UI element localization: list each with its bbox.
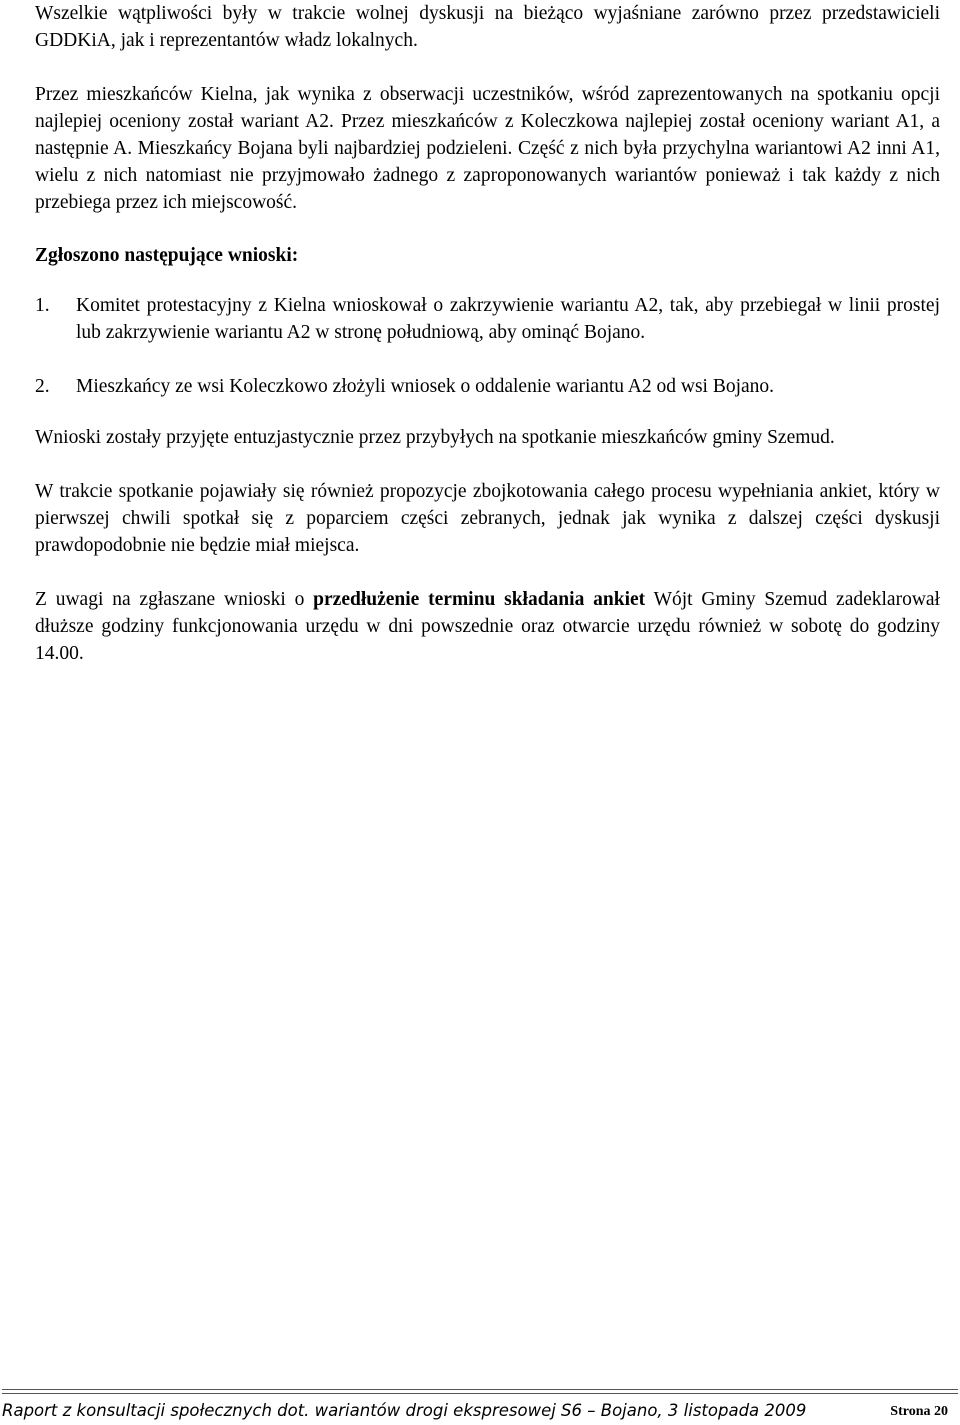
footer-divider — [2, 1389, 958, 1394]
document-body — [35, 0, 940, 667]
list-item-number: 2. — [35, 376, 50, 397]
paragraph-deadline-extension — [35, 586, 940, 667]
list-item — [35, 292, 940, 346]
paragraph-bold-phrase: przedłużenie terminu składania ankiet — [313, 589, 646, 610]
footer-report-title: Raport z konsultacji społecznych dot. wariantów drogi ekspresowej S6 – Bojano, 3 listopada 2009 — [2, 1401, 807, 1420]
paragraph-boycott-proposals: W trakcie spotkanie pojawiały się również propozycje zbojkotowania całego procesu wypełniania ankiet, który w pierwszej chwili spotkał się z poparciem części zebranych, jednak jak wynika z dalszej części dyskusji prawdopodobnie nie będzie miał miejsca. — [35, 481, 940, 556]
list-item-number: 1. — [35, 295, 50, 316]
section-heading-requests: Zgłoszono następujące wnioski: — [35, 245, 299, 266]
paragraph-clarifications: Wszelkie wątpliwości były w trakcie wolnej dyskusji na bieżąco wyjaśniane zarówno przez przedstawicieli GDDKiA, jak i reprezentantów władz lokalnych. — [35, 3, 940, 51]
list-item-text: Mieszkańcy ze wsi Koleczkowo złożyli wniosek o oddalenie wariantu A2 od wsi Bojano. — [76, 376, 775, 397]
footer-page-number: Strona 20 — [890, 1404, 948, 1419]
list-item-text: Komitet protestacyjny z Kielna wnioskował o zakrzywienie wariantu A2, tak, aby przebiegał w linii prostej lub zakrzywienie wariantu A2 w stronę południową, aby ominąć Bojano. — [76, 295, 940, 343]
page-footer — [2, 1401, 948, 1425]
paragraph-text-before: Z uwagi na zgłaszane wnioski o — [35, 589, 314, 610]
requests-list — [35, 292, 940, 400]
list-item — [35, 373, 940, 400]
paragraph-text-after: Wójt Gminy Szemud zadeklarował dłuższe godziny funkcjonowania urzędu w dni powszednie oraz otwarcie urzędu również w sobotę do godziny 14.00. — [35, 589, 940, 664]
paragraph-requests-accepted: Wnioski zostały przyjęte entuzjastycznie przez przybyłych na spotkanie mieszkańców gminy Szemud. — [35, 427, 835, 448]
paragraph-variant-evaluation: Przez mieszkańców Kielna, jak wynika z obserwacji uczestników, wśród zaprezentowanych na spotkaniu opcji najlepiej oceniony został wariant A2. Przez mieszkańców z Koleczkowa najlepiej został oceniony wariant A1, a następnie A. Mieszkańcy Bojana byli najbardziej podzieleni. Część z nich była przychylna wariantowi A2 inni A1, wielu z nich natomiast nie przyjmowało żadnego z zaproponowanych wariantów ponieważ i tak każdy z nich przebiega przez ich miejscowość. — [35, 84, 940, 213]
